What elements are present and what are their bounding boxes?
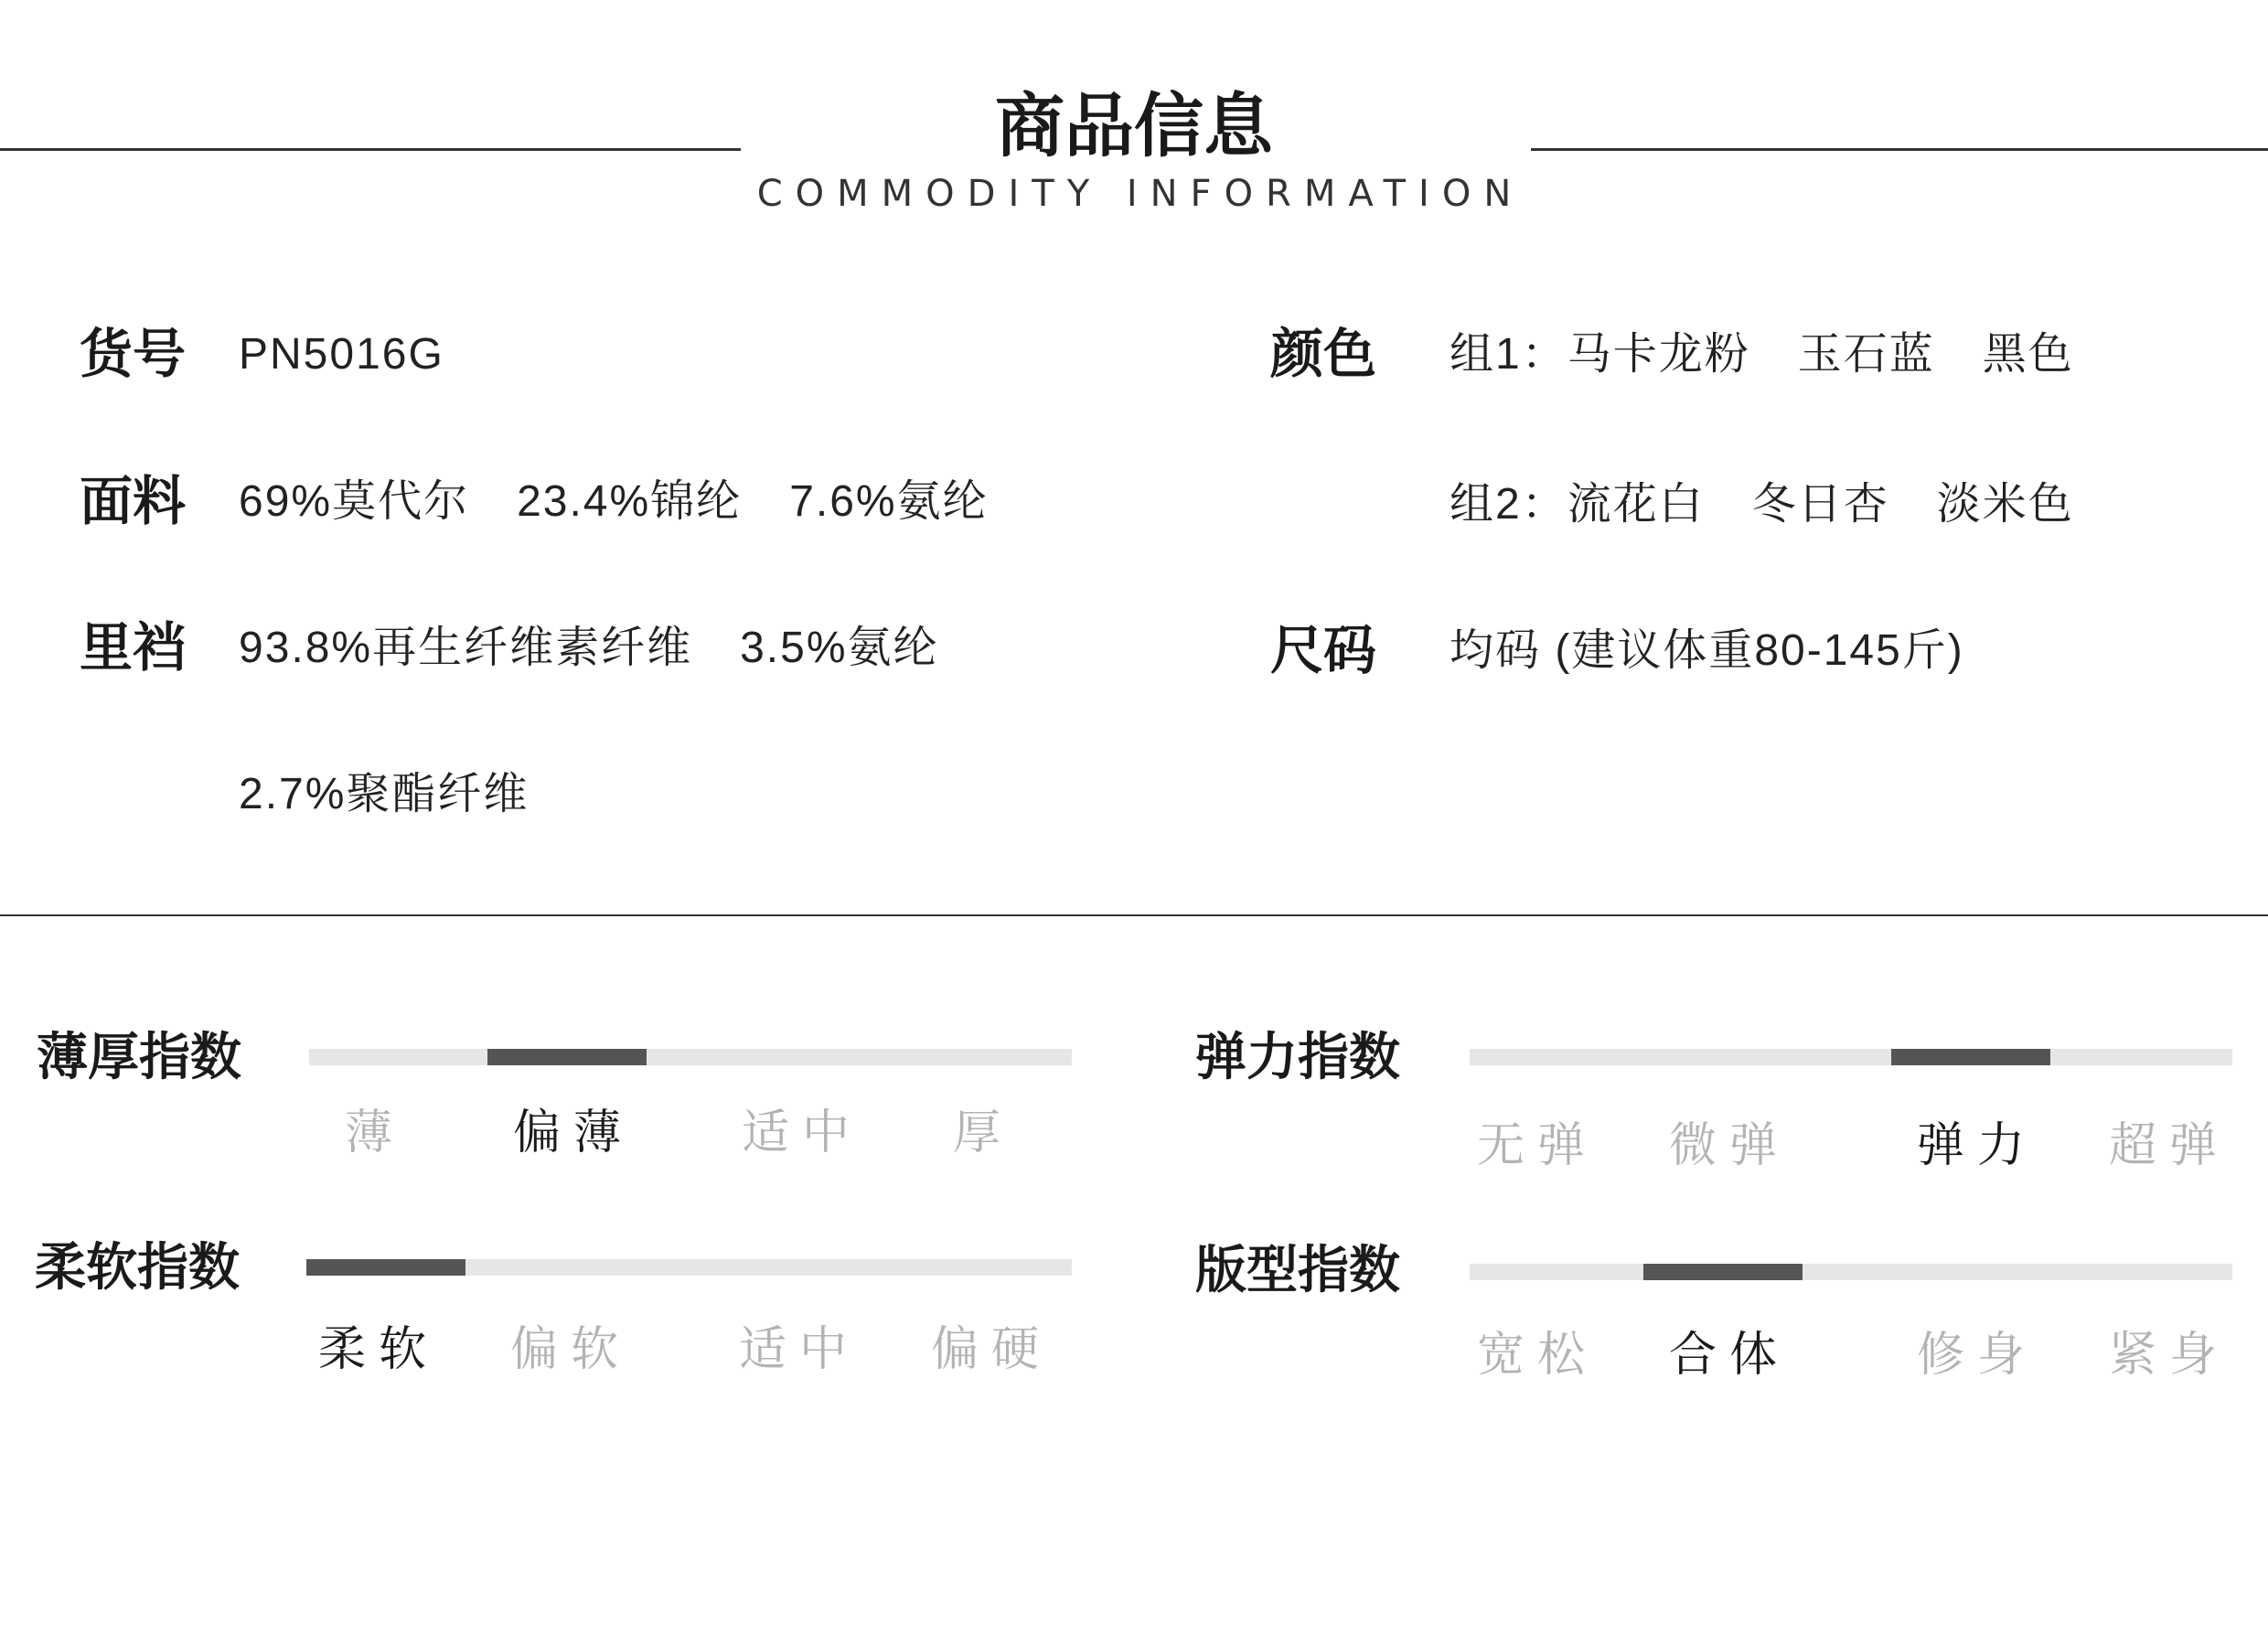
fit-option-loose: 宽松 xyxy=(1476,1329,1599,1382)
color-group-1 xyxy=(1450,323,2074,387)
softness-option-slightly-soft: 偏软 xyxy=(509,1323,632,1376)
fabric-component: 23.4%锦纶 xyxy=(517,477,743,526)
item-number-value: PN5016G xyxy=(239,330,444,379)
fabric-component: 7.6%氨纶 xyxy=(789,477,989,526)
elasticity-option-slight: 微弹 xyxy=(1668,1119,1791,1172)
color-label: 颜色 xyxy=(1270,325,1377,384)
color-option: 冬日杏 xyxy=(1751,480,1889,529)
thickness-index-title: 薄厚指数 xyxy=(37,1028,241,1085)
header-rule-right xyxy=(1531,148,2268,151)
softness-option-soft: 柔软 xyxy=(317,1323,440,1376)
section-divider xyxy=(0,914,2268,916)
crotch-lining-label: 里裆 xyxy=(80,618,187,678)
item-number-label: 货号 xyxy=(80,325,187,384)
crotch-lining-component: 3.5%氨纶 xyxy=(740,624,939,672)
size-value: 均码 (建议体重80-145斤) xyxy=(1450,626,1964,675)
crotch-lining-row-continued xyxy=(239,763,529,827)
color-option: 流花白 xyxy=(1567,480,1705,529)
thickness-option-thick: 厚 xyxy=(952,1106,1014,1159)
softness-option-medium: 适中 xyxy=(738,1323,861,1376)
elasticity-option-super: 超弹 xyxy=(2108,1119,2231,1172)
color-group-name: 组2： xyxy=(1450,480,1567,529)
fit-scale-track xyxy=(1470,1264,2232,1280)
fit-scale-indicator xyxy=(1643,1264,1803,1280)
thickness-scale-indicator xyxy=(487,1049,647,1065)
elasticity-scale-indicator xyxy=(1891,1049,2050,1065)
softness-option-slightly-hard: 偏硬 xyxy=(930,1323,1053,1376)
fit-index-title: 版型指数 xyxy=(1195,1241,1400,1298)
fit-option-regular: 合体 xyxy=(1668,1329,1791,1382)
size-row xyxy=(1450,619,1964,683)
item-number-row xyxy=(239,323,444,387)
fabric-component: 69%莫代尔 xyxy=(239,477,470,526)
elasticity-scale-track xyxy=(1470,1049,2232,1065)
thickness-option-medium: 适中 xyxy=(741,1106,863,1159)
fabric-label: 面料 xyxy=(80,472,187,531)
page-title: 商品信息 xyxy=(995,88,1273,166)
elasticity-option-elastic: 弹力 xyxy=(1916,1119,2038,1172)
thickness-option-thin: 薄 xyxy=(344,1106,406,1159)
elasticity-index-title: 弹力指数 xyxy=(1195,1028,1400,1085)
fit-option-slim: 修身 xyxy=(1916,1329,2038,1382)
color-option: 玉石蓝 xyxy=(1797,330,1935,379)
color-option: 黑色 xyxy=(1982,330,2074,379)
crotch-lining-component: 93.8%再生纤维素纤维 xyxy=(239,624,693,672)
color-option: 淡米色 xyxy=(1936,480,2074,529)
crotch-lining-component: 2.7%聚酯纤维 xyxy=(239,770,530,818)
crotch-lining-row xyxy=(239,616,939,680)
color-group-name: 组1： xyxy=(1450,330,1567,379)
color-group-2 xyxy=(1450,473,2074,537)
color-option: 马卡龙粉 xyxy=(1567,330,1750,379)
page-subtitle: COMMODITY INFORMATION xyxy=(756,173,1524,215)
fabric-row xyxy=(239,470,989,534)
thickness-option-slightly-thin: 偏薄 xyxy=(512,1106,635,1159)
thickness-scale-track xyxy=(309,1049,1072,1065)
softness-scale-indicator xyxy=(306,1259,465,1276)
elasticity-option-none: 无弹 xyxy=(1476,1119,1599,1172)
softness-index-title: 柔软指数 xyxy=(35,1238,240,1296)
size-label: 尺码 xyxy=(1270,621,1377,680)
fit-option-tight: 紧身 xyxy=(2108,1329,2231,1382)
